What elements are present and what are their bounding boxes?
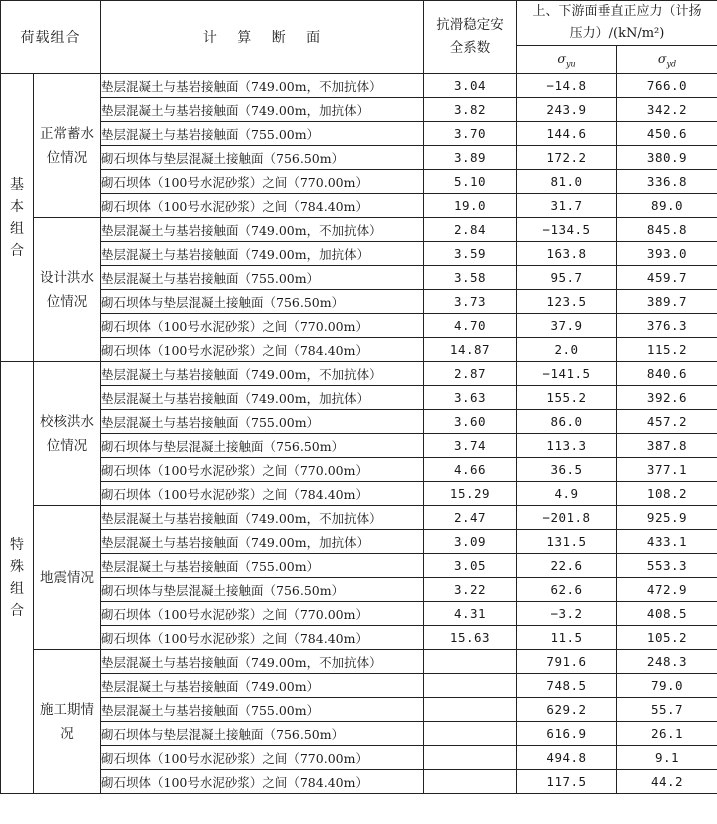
section-cell: 垫层混凝土与基岩接触面（749.00m，不加抗体） xyxy=(101,362,424,386)
sigma-yd-cell: 108.2 xyxy=(617,482,717,506)
table-header xyxy=(1,1,717,74)
condition-label: 正常蓄水位情况 xyxy=(40,125,94,166)
header-safety-factor-label: 抗滑稳定安全系数 xyxy=(436,17,504,56)
section-cell: 垫层混凝土与基岩接触面（749.00m，不加抗体） xyxy=(101,650,424,674)
load-category-label: 基本组合 xyxy=(10,176,24,259)
sigma-yd-cell: 377.1 xyxy=(617,458,717,482)
table-row xyxy=(1,290,717,314)
sigma-yu-cell: 31.7 xyxy=(517,194,617,218)
sigma-yu-cell: 11.5 xyxy=(517,626,617,650)
safety-factor-cell: 3.09 xyxy=(424,530,517,554)
sigma-yu-cell: 113.3 xyxy=(517,434,617,458)
safety-factor-cell: 5.10 xyxy=(424,170,517,194)
sigma-yd-cell: 115.2 xyxy=(617,338,717,362)
sigma-yu-cell: 37.9 xyxy=(517,314,617,338)
condition-cell xyxy=(34,650,101,794)
condition-cell xyxy=(34,218,101,362)
sigma-yu-cell: −3.2 xyxy=(517,602,617,626)
safety-factor-cell xyxy=(424,722,517,746)
table-row xyxy=(1,362,717,386)
table-row xyxy=(1,74,717,98)
section-cell: 砌石坝体（100号水泥砂浆）之间（784.40m） xyxy=(101,770,424,794)
safety-factor-cell: 3.73 xyxy=(424,290,517,314)
safety-factor-cell xyxy=(424,770,517,794)
sigma-yu-cell: −14.8 xyxy=(517,74,617,98)
header-sigma-yu xyxy=(517,46,617,74)
safety-factor-cell: 2.87 xyxy=(424,362,517,386)
sigma-yu-base: σ xyxy=(557,50,566,66)
table-row xyxy=(1,650,717,674)
sigma-yu-cell: −201.8 xyxy=(517,506,617,530)
table-row xyxy=(1,602,717,626)
safety-factor-cell: 19.0 xyxy=(424,194,517,218)
sigma-yd-cell: 342.2 xyxy=(617,98,717,122)
sigma-yu-cell: 494.8 xyxy=(517,746,617,770)
table-row xyxy=(1,410,717,434)
sigma-yu-cell: 748.5 xyxy=(517,674,617,698)
header-sigma-yd xyxy=(617,46,717,74)
sigma-yd-cell: 845.8 xyxy=(617,218,717,242)
sigma-yu-cell: 4.9 xyxy=(517,482,617,506)
table-row xyxy=(1,314,717,338)
safety-factor-cell: 3.59 xyxy=(424,242,517,266)
safety-factor-cell: 3.60 xyxy=(424,410,517,434)
sigma-yu-cell: 791.6 xyxy=(517,650,617,674)
condition-cell xyxy=(34,362,101,506)
safety-factor-cell: 15.63 xyxy=(424,626,517,650)
section-cell: 砌石坝体（100号水泥砂浆）之间（770.00m） xyxy=(101,746,424,770)
section-cell: 砌石坝体（100号水泥砂浆）之间（784.40m） xyxy=(101,194,424,218)
section-cell: 垫层混凝土与基岩接触面（755.00m） xyxy=(101,554,424,578)
section-cell: 砌石坝体（100号水泥砂浆）之间（770.00m） xyxy=(101,602,424,626)
sigma-yd-cell: 457.2 xyxy=(617,410,717,434)
sigma-yd-cell: 472.9 xyxy=(617,578,717,602)
sigma-yu-cell: 616.9 xyxy=(517,722,617,746)
section-cell: 垫层混凝土与基岩接触面（749.00m） xyxy=(101,674,424,698)
sigma-yu-cell: −141.5 xyxy=(517,362,617,386)
safety-factor-cell: 14.87 xyxy=(424,338,517,362)
safety-factor-cell: 15.29 xyxy=(424,482,517,506)
table-row xyxy=(1,242,717,266)
sigma-yd-cell: 79.0 xyxy=(617,674,717,698)
sigma-yd-base: σ xyxy=(657,50,667,66)
safety-factor-cell: 4.70 xyxy=(424,314,517,338)
load-category-cell xyxy=(1,74,34,362)
safety-factor-cell: 3.22 xyxy=(424,578,517,602)
safety-factor-cell: 3.74 xyxy=(424,434,517,458)
sigma-yu-cell: 629.2 xyxy=(517,698,617,722)
safety-factor-cell xyxy=(424,746,517,770)
safety-factor-cell: 4.66 xyxy=(424,458,517,482)
section-cell: 砌石坝体（100号水泥砂浆）之间（784.40m） xyxy=(101,626,424,650)
sigma-yu-cell: 243.9 xyxy=(517,98,617,122)
table-row xyxy=(1,98,717,122)
sigma-yd-cell: 840.6 xyxy=(617,362,717,386)
sigma-yd-cell: 459.7 xyxy=(617,266,717,290)
table-row xyxy=(1,458,717,482)
sigma-yu-cell: 81.0 xyxy=(517,170,617,194)
section-cell: 砌石坝体与垫层混凝土接触面（756.50m） xyxy=(101,434,424,458)
sigma-yd-cell: 925.9 xyxy=(617,506,717,530)
table-row xyxy=(1,578,717,602)
section-cell: 砌石坝体与垫层混凝土接触面（756.50m） xyxy=(101,722,424,746)
safety-factor-cell xyxy=(424,650,517,674)
sigma-yd-cell: 336.8 xyxy=(617,170,717,194)
table-row xyxy=(1,698,717,722)
sigma-yd-cell: 393.0 xyxy=(617,242,717,266)
safety-factor-cell: 3.89 xyxy=(424,146,517,170)
sigma-yu-cell: 155.2 xyxy=(517,386,617,410)
sigma-yu-cell: 172.2 xyxy=(517,146,617,170)
table-body xyxy=(1,74,717,794)
safety-factor-cell: 3.82 xyxy=(424,98,517,122)
header-stress-label: 上、下游面垂直正应力（计扬压力）/(kN/m²) xyxy=(532,4,702,41)
sigma-yu-cell: 144.6 xyxy=(517,122,617,146)
sigma-yd-sub: yd xyxy=(666,59,677,69)
table-row xyxy=(1,722,717,746)
sigma-yu-cell: 2.0 xyxy=(517,338,617,362)
section-cell: 垫层混凝土与基岩接触面（749.00m，加抗体） xyxy=(101,386,424,410)
table-row xyxy=(1,530,717,554)
safety-factor-cell: 3.70 xyxy=(424,122,517,146)
sigma-yd-cell: 44.2 xyxy=(617,770,717,794)
safety-factor-cell: 3.63 xyxy=(424,386,517,410)
table-row xyxy=(1,554,717,578)
header-safety-factor xyxy=(424,1,517,74)
sigma-yd-cell: 389.7 xyxy=(617,290,717,314)
table-row xyxy=(1,338,717,362)
sigma-yu-cell: 62.6 xyxy=(517,578,617,602)
sigma-yd-cell: 9.1 xyxy=(617,746,717,770)
sigma-yu-cell: 95.7 xyxy=(517,266,617,290)
table-row xyxy=(1,434,717,458)
section-cell: 垫层混凝土与基岩接触面（749.00m，加抗体） xyxy=(101,530,424,554)
section-cell: 垫层混凝土与基岩接触面（749.00m，不加抗体） xyxy=(101,218,424,242)
safety-factor-cell xyxy=(424,674,517,698)
load-category-cell xyxy=(1,362,34,794)
sigma-yd-cell: 248.3 xyxy=(617,650,717,674)
table-row xyxy=(1,746,717,770)
header-load-combination: 荷载组合 xyxy=(1,1,101,74)
load-category-label: 特殊组合 xyxy=(10,536,24,619)
sigma-yd-cell: 26.1 xyxy=(617,722,717,746)
table-row xyxy=(1,482,717,506)
table-row xyxy=(1,170,717,194)
sigma-yu-sub: yu xyxy=(565,59,576,69)
safety-factor-cell: 2.47 xyxy=(424,506,517,530)
table-row xyxy=(1,770,717,794)
safety-factor-cell: 4.31 xyxy=(424,602,517,626)
condition-label: 设计洪水位情况 xyxy=(40,269,94,310)
sigma-yd-cell: 55.7 xyxy=(617,698,717,722)
section-cell: 砌石坝体与垫层混凝土接触面（756.50m） xyxy=(101,290,424,314)
section-cell: 砌石坝体（100号水泥砂浆）之间（770.00m） xyxy=(101,458,424,482)
section-cell: 砌石坝体（100号水泥砂浆）之间（784.40m） xyxy=(101,482,424,506)
sigma-yd-cell: 766.0 xyxy=(617,74,717,98)
condition-cell xyxy=(34,506,101,650)
table-row xyxy=(1,626,717,650)
sigma-yu-cell: 36.5 xyxy=(517,458,617,482)
section-cell: 砌石坝体（100号水泥砂浆）之间（770.00m） xyxy=(101,170,424,194)
section-cell: 砌石坝体与垫层混凝土接触面（756.50m） xyxy=(101,146,424,170)
header-row-1 xyxy=(1,1,717,46)
safety-factor-cell: 3.04 xyxy=(424,74,517,98)
table-row xyxy=(1,674,717,698)
table-row xyxy=(1,266,717,290)
section-cell: 砌石坝体与垫层混凝土接触面（756.50m） xyxy=(101,578,424,602)
sigma-yd-cell: 376.3 xyxy=(617,314,717,338)
table-row xyxy=(1,506,717,530)
section-cell: 垫层混凝土与基岩接触面（749.00m，不加抗体） xyxy=(101,506,424,530)
sigma-yd-cell: 89.0 xyxy=(617,194,717,218)
safety-factor-cell: 3.58 xyxy=(424,266,517,290)
sigma-yd-cell: 553.3 xyxy=(617,554,717,578)
sigma-yd-cell: 433.1 xyxy=(617,530,717,554)
sigma-yu-cell: 123.5 xyxy=(517,290,617,314)
section-cell: 垫层混凝土与基岩接触面（749.00m，加抗体） xyxy=(101,98,424,122)
sigma-yu-cell: −134.5 xyxy=(517,218,617,242)
table-row xyxy=(1,146,717,170)
sigma-yu-cell: 163.8 xyxy=(517,242,617,266)
table-row xyxy=(1,122,717,146)
header-stress xyxy=(517,1,717,46)
section-cell: 垫层混凝土与基岩接触面（749.00m，加抗体） xyxy=(101,242,424,266)
header-section: 计 算 断 面 xyxy=(101,1,424,74)
section-cell: 垫层混凝土与基岩接触面（755.00m） xyxy=(101,122,424,146)
section-cell: 垫层混凝土与基岩接触面（755.00m） xyxy=(101,410,424,434)
condition-label: 校核洪水位情况 xyxy=(40,413,94,454)
section-cell: 垫层混凝土与基岩接触面（755.00m） xyxy=(101,266,424,290)
table-row xyxy=(1,194,717,218)
section-cell: 垫层混凝土与基岩接触面（755.00m） xyxy=(101,698,424,722)
table-row xyxy=(1,218,717,242)
sigma-yd-cell: 392.6 xyxy=(617,386,717,410)
safety-factor-cell: 2.84 xyxy=(424,218,517,242)
section-cell: 砌石坝体（100号水泥砂浆）之间（784.40m） xyxy=(101,338,424,362)
table-row xyxy=(1,386,717,410)
sigma-yd-cell: 105.2 xyxy=(617,626,717,650)
sigma-yu-cell: 86.0 xyxy=(517,410,617,434)
safety-factor-cell xyxy=(424,698,517,722)
condition-label: 施工期情况 xyxy=(40,701,94,742)
sigma-yu-cell: 131.5 xyxy=(517,530,617,554)
condition-cell xyxy=(34,74,101,218)
section-cell: 砌石坝体（100号水泥砂浆）之间（770.00m） xyxy=(101,314,424,338)
sigma-yd-cell: 387.8 xyxy=(617,434,717,458)
section-cell: 垫层混凝土与基岩接触面（749.00m，不加抗体） xyxy=(101,74,424,98)
safety-factor-cell: 3.05 xyxy=(424,554,517,578)
sigma-yu-cell: 22.6 xyxy=(517,554,617,578)
sigma-yu-cell: 117.5 xyxy=(517,770,617,794)
sigma-yd-cell: 408.5 xyxy=(617,602,717,626)
sigma-yd-cell: 380.9 xyxy=(617,146,717,170)
sigma-yd-cell: 450.6 xyxy=(617,122,717,146)
condition-label: 地震情况 xyxy=(40,569,94,586)
